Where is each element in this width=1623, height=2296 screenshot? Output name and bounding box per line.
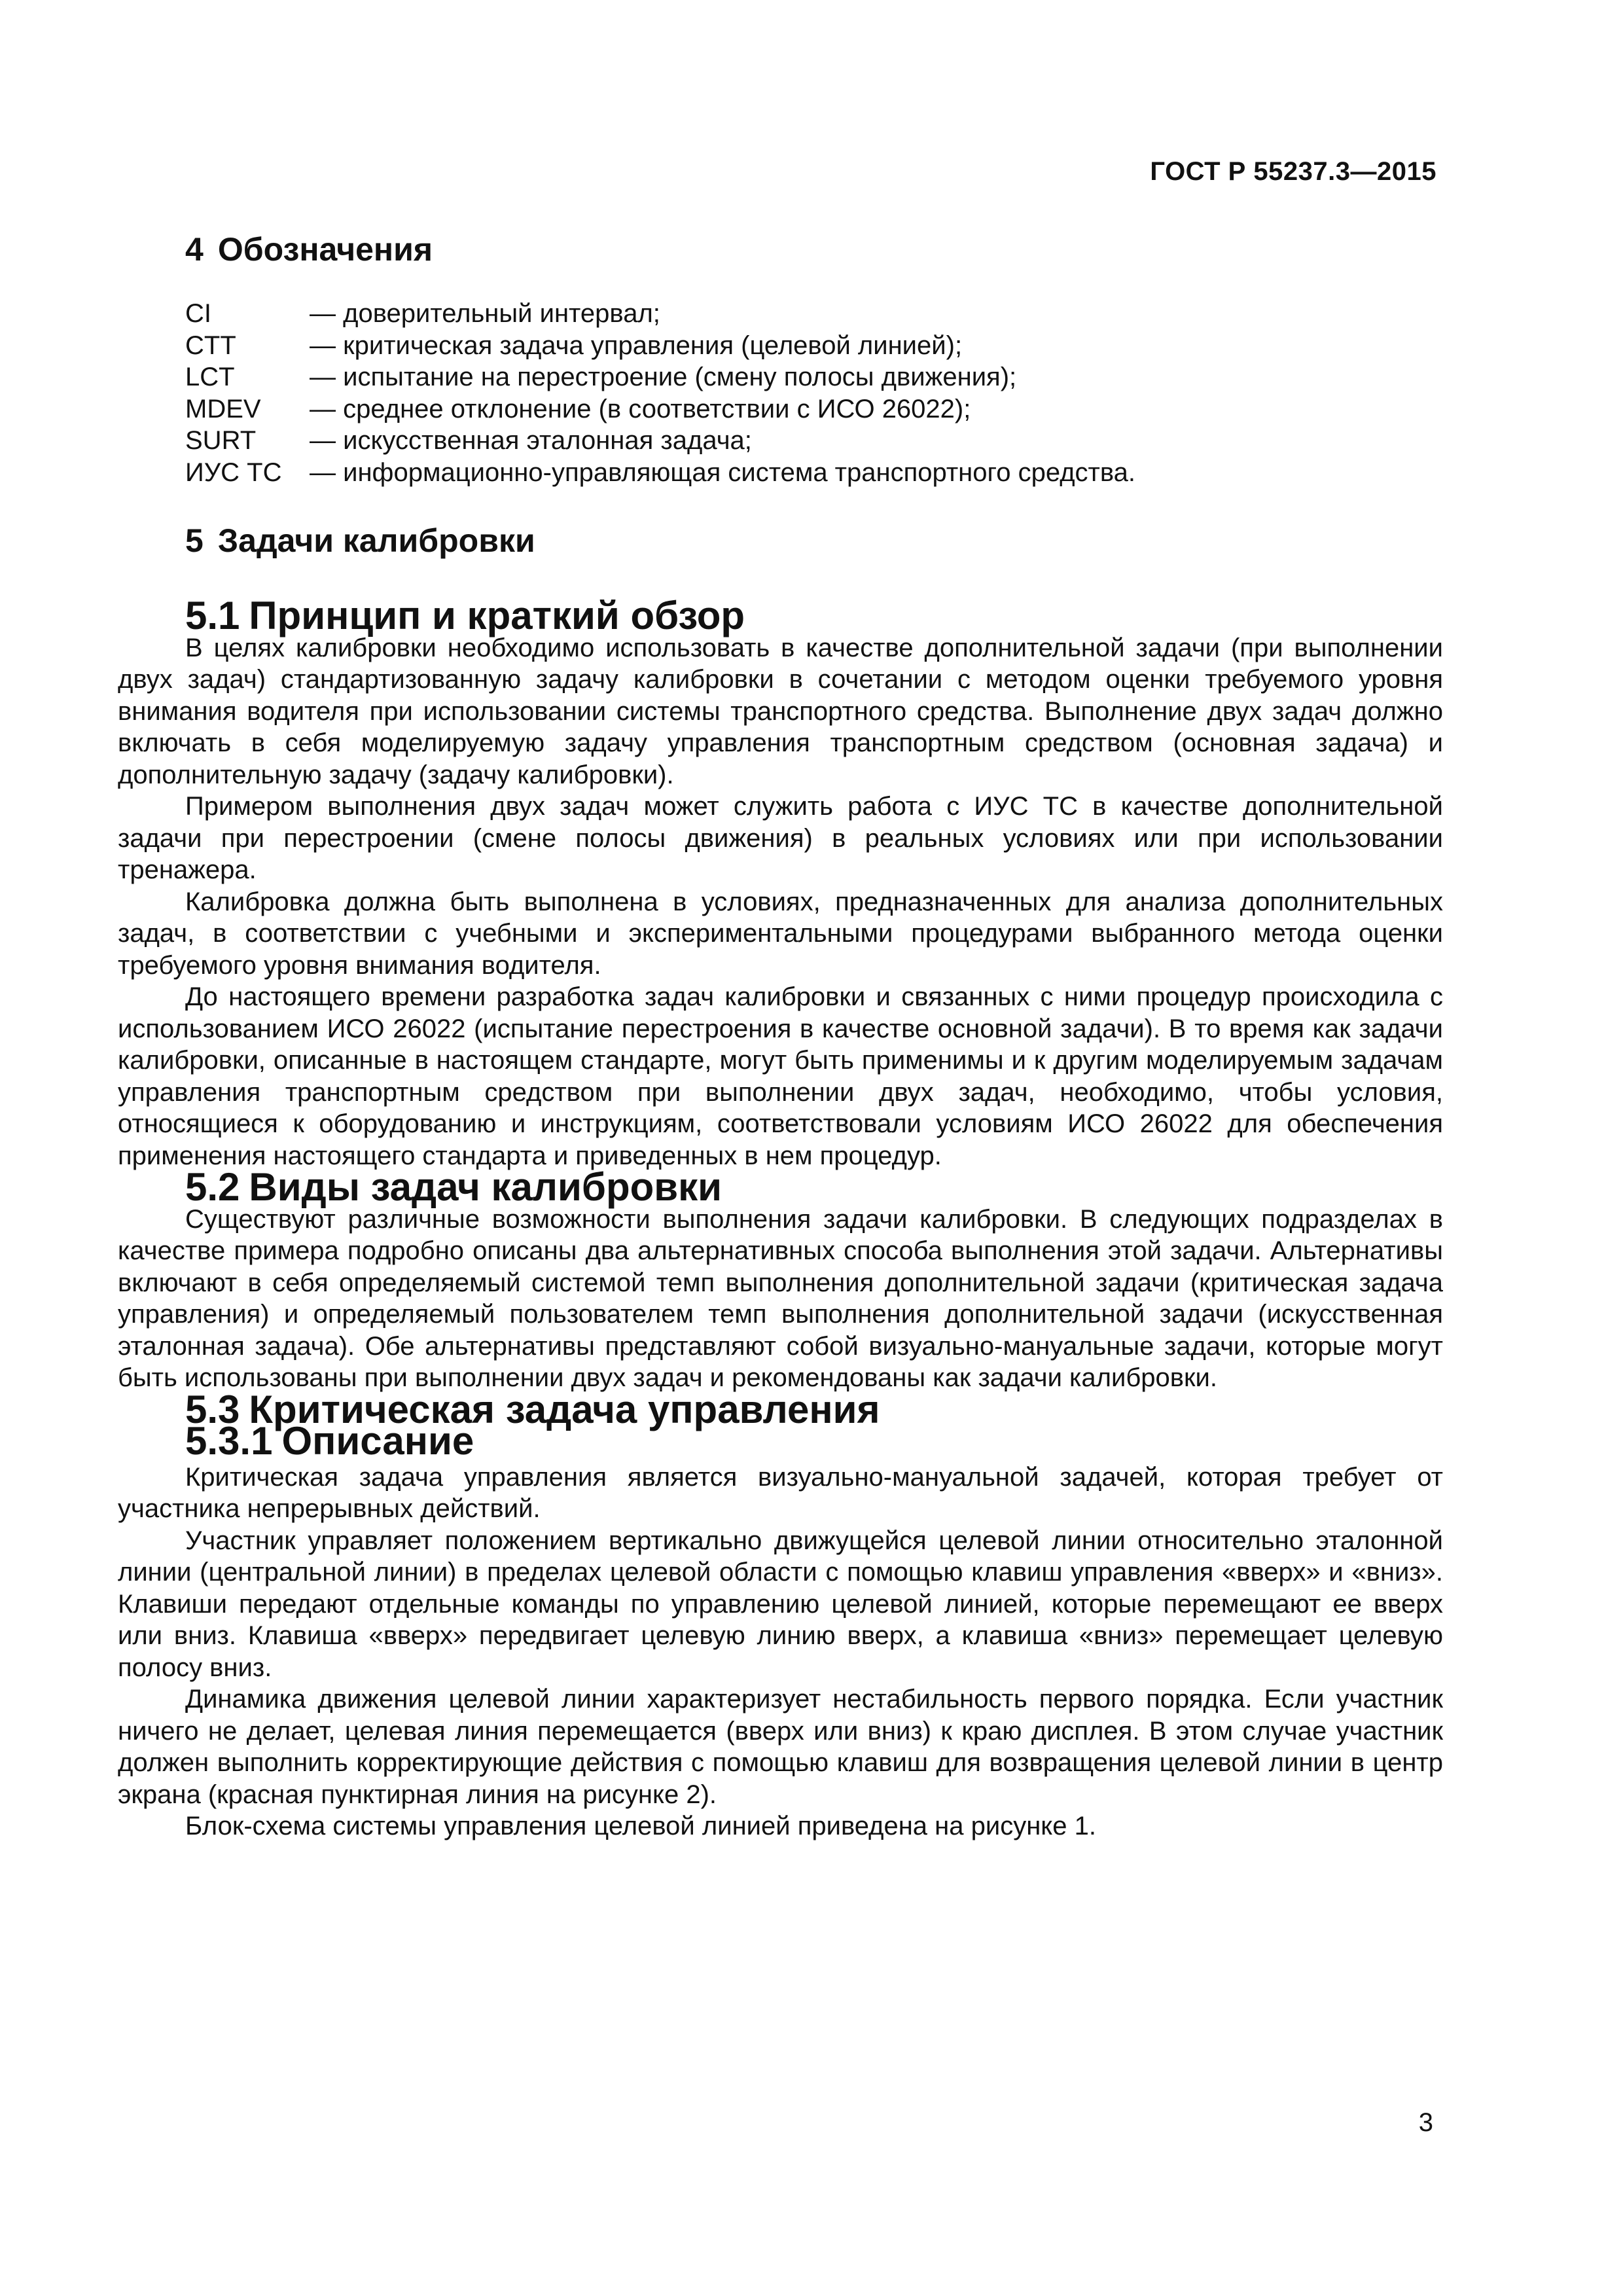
standard-id-header: ГОСТ Р 55237.3—2015 — [1150, 157, 1436, 186]
paragraph: До настоящего времени разработка задач калибровки и связанных с ними процедур происходила с использованием ИСО 26022 (испытание перестроения в качестве основной задачи). В то время как задачи калибровки, описанные в настоящем стандарте, могут быть применимы и к другим моделируемым задачам управления транспортным средством при выполнении двух задач, необходимо, чтобы условия, относящиеся к оборудованию и инструкциям, соответствовали условиям ИСО 26022 для обеспечения применения настоящего стандарта и приведенных в нем процедур. — [118, 982, 1443, 1170]
paragraph: Критическая задача управления является визуально-мануальной задачей, которая требует от участника непрерывных действий. — [118, 1462, 1443, 1523]
abbreviation-code: CTT — [185, 331, 236, 360]
section-title: Задачи калибровки — [217, 522, 535, 559]
section-title: Обозначения — [217, 231, 433, 268]
paragraph: В целях калибровки необходимо использовать в качестве дополнительной задачи (при выполнении двух задач) стандартизованную задачу калибровки в сочетании с методом оценки требуемого уровня внимания водителя при использовании системы транспортного средства. Выполнение двух задач должно включать в себя моделируемую задачу управления транспортным средством (основная задача) и дополнительную задачу (задачу калибровки). — [118, 633, 1443, 789]
paragraph: Динамика движения целевой линии характеризует нестабильность первого порядка. Если участник ничего не делает, целевая линия перемещается (вверх или вниз) к краю дисплея. В этом случае участник должен выполнить корректирующие действия с помощью клавиш для возвращения целевой линии в центр экрана (красная пунктирная линия на рисунке 2). — [118, 1685, 1443, 1809]
paragraph: Участник управляет положением вертикально движущейся целевой линии относительно эталонной линии (центральной линии) в пределах целевой области с помощью клавиш управления «вверх» и «вниз». Клавиши передают отдельные команды по управлению целевой линией, которые перемещают ее вверх или вниз. Клавиша «вверх» передвигает целевую линию вверх, а клавиша «вниз» перемещает целевую полосу вниз. — [118, 1526, 1443, 1682]
abbreviation-code: ИУС ТС — [185, 457, 282, 487]
abbreviation-list — [185, 298, 1429, 488]
section-5-heading — [185, 522, 535, 560]
paragraph: Существуют различные возможности выполнения задачи калибровки. В следующих подразделах в качестве примера подробно описаны два альтернативных способа выполнения этой задачи. Альтернативы включают в себя определяемый системой темп выполнения дополнительной задачи (критическая задача управления) и определяемый пользователем темп выполнения дополнительной задачи (искусственная эталонная задача). Обе альтернативы представляют собой визуально-мануальные задачи, которые могут быть использованы при выполнении двух задач и рекомендованы как задачи калибровки. — [118, 1204, 1443, 1392]
section-5-body — [118, 594, 1443, 1842]
abbreviation-code: LCT — [185, 363, 235, 391]
subsection-5-1-heading — [118, 594, 1443, 637]
abbreviation-definition: — испытание на перестроение (смену полосы движения); — [310, 363, 1017, 391]
subsection-number: 5.3.1 — [185, 1419, 273, 1463]
abbreviation-definition: — среднее отклонение (в соответствии с ИСО 26022); — [310, 394, 971, 423]
subsection-number: 5.2 — [185, 1165, 240, 1209]
abbreviation-row — [185, 457, 1429, 489]
abbreviation-row — [185, 330, 1429, 362]
section-number: 5 — [185, 522, 204, 559]
abbreviation-definition: — доверительный интервал; — [310, 299, 660, 328]
subsection-title: Виды задач калибровки — [249, 1165, 722, 1209]
subsection-title: Принцип и краткий обзор — [249, 594, 745, 637]
abbreviation-row — [185, 298, 1429, 330]
subsection-title: Критическая задача управления — [249, 1387, 880, 1431]
abbreviation-definition: — искусственная эталонная задача; — [310, 426, 752, 455]
abbreviation-definition: — критическая задача управления (целевой линией); — [310, 331, 963, 360]
abbreviation-code: SURT — [185, 426, 257, 455]
section-number: 4 — [185, 231, 204, 268]
paragraph: Калибровка должна быть выполнена в условиях, предназначенных для анализа дополнительных задач, в соответствии с учебными и экспериментальными процедурами выбранного метода оценки требуемого уровня внимания водителя. — [118, 887, 1443, 980]
abbreviation-row — [185, 361, 1429, 393]
abbreviation-code: MDEV — [185, 394, 261, 423]
subsection-title: Описание — [281, 1419, 474, 1463]
subsection-number: 5.1 — [185, 594, 240, 637]
page-number: 3 — [1418, 2108, 1433, 2137]
abbreviation-code: CI — [185, 299, 211, 328]
abbreviation-row — [185, 425, 1429, 457]
paragraph: Блок-схема системы управления целевой линией приведена на рисунке 1. — [185, 1812, 1096, 1840]
subsection-5-2-heading — [118, 1165, 1443, 1209]
subsection-number: 5.3 — [185, 1387, 240, 1431]
section-4-heading — [185, 230, 433, 268]
abbreviation-row — [185, 393, 1429, 425]
abbreviation-definition: — информационно-управляющая система транспортного средства. — [310, 457, 1136, 487]
paragraph: Примером выполнения двух задач может служить работа с ИУС ТС в качестве дополнительной задачи при перестроении (смене полосы движения) в реальных условиях или при использовании тренажера. — [118, 792, 1443, 884]
